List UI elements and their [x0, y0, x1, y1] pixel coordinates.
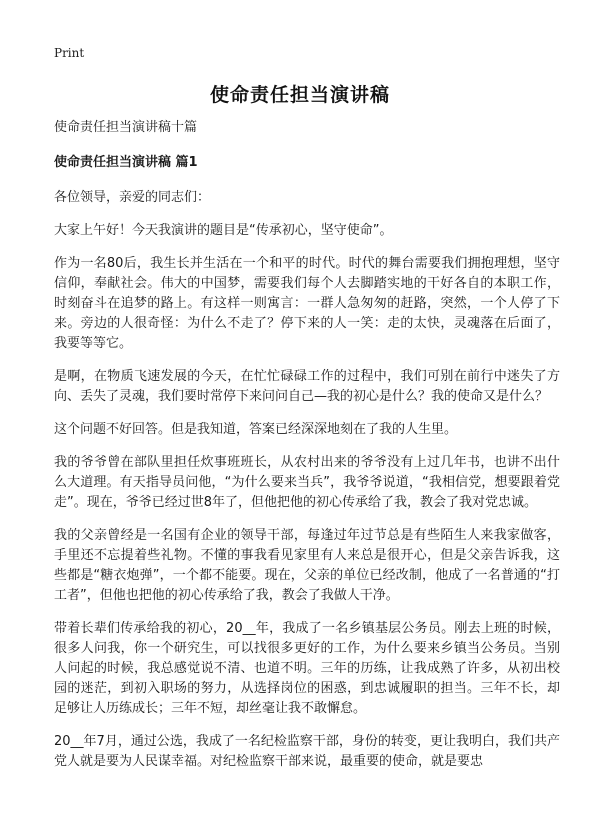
paragraph-intro: 大家上午好！今天我演讲的题目是“传承初心，坚守使命”。	[54, 223, 393, 238]
document-title: 使命责任担当演讲稿	[209, 84, 390, 106]
paragraph: 作为一名80后，我生长并生活在一个和平的时代。时代的舞台需要我们拥抱理想，坚守信仰，奉献社会。伟大的中国梦，需要我们每个人去脚踏实地的干好各自的本职工作，时刻奋斗在追梦的路上。有这样一则寓言：一群人急匆匆的赶路，突然，一个人停了下来。旁边的人很奇怪：为什么不走了？停下来的人一笑：走的太快，灵魂落在后面了，我要等等它。	[54, 256, 560, 351]
paragraph: 这个问题不好回答。但是我知道，答案已经深深地刻在了我的人生里。	[54, 422, 458, 437]
paragraph: 是啊，在物质飞速发展的今天，在忙忙碌碌工作的过程中，我们可别在前行中迷失了方向、丢失了灵魂，我们要时常停下来问问自己—我的初心是什么？我的使命又是什么？	[54, 369, 560, 404]
print-link[interactable]: Print	[54, 46, 85, 60]
paragraph-greeting: 各位领导，亲爱的同志们：	[54, 190, 211, 205]
document-body	[54, 118, 560, 785]
paragraph: 20__年7月，通过公选，我成了一名纪检监察干部，身份的转变，更让我明白，我们共产党人就是要为人民谋幸福。对纪检监察干部来说，最重要的使命，就是要忠	[54, 734, 560, 769]
document-subtitle: 使命责任担当演讲稿十篇	[54, 120, 198, 135]
section-heading: 使命责任担当演讲稿 篇1	[54, 155, 198, 170]
paragraph: 我的爷爷曾在部队里担任炊事班班长，从农村出来的爷爷没有上过几年书，也讲不出什么大道理。有天指导员问他，“为什么要来当兵”，我爷爷说道，“我相信党，想要跟着党走”。现在，爷爷已经过世8年了，但他把他的初心传承给了我，教会了我对党忠诚。	[54, 455, 560, 510]
paragraph: 我的父亲曾经是一名国有企业的领导干部，每逢过年过节总是有些陌生人来我家做客，手里还不忘提着些礼物。不懂的事我看见家里有人来总是很开心，但是父亲告诉我，这些都是“糖衣炮弹”，一个都不能要。现在，父亲的单位已经改制，他成了一名普通的“打工者”，但他也把他的初心传承给了我，教会了我做人干净。	[54, 528, 560, 603]
paragraph: 带着长辈们传承给我的初心，20__年，我成了一名乡镇基层公务员。刚去上班的时候，很多人问我，你一个研究生，可以找很多更好的工作，为什么要来乡镇当公务员。当别人问起的时候，我总感觉说不清、也道不明。三年的历练，让我成熟了许多，从初出校园的迷茫，到初入职场的努力，从选择岗位的困惑，到忠诚履职的担当。三年不长，却足够让人历练成长；三年不短，却丝毫让我不敢懈怠。	[54, 621, 560, 716]
